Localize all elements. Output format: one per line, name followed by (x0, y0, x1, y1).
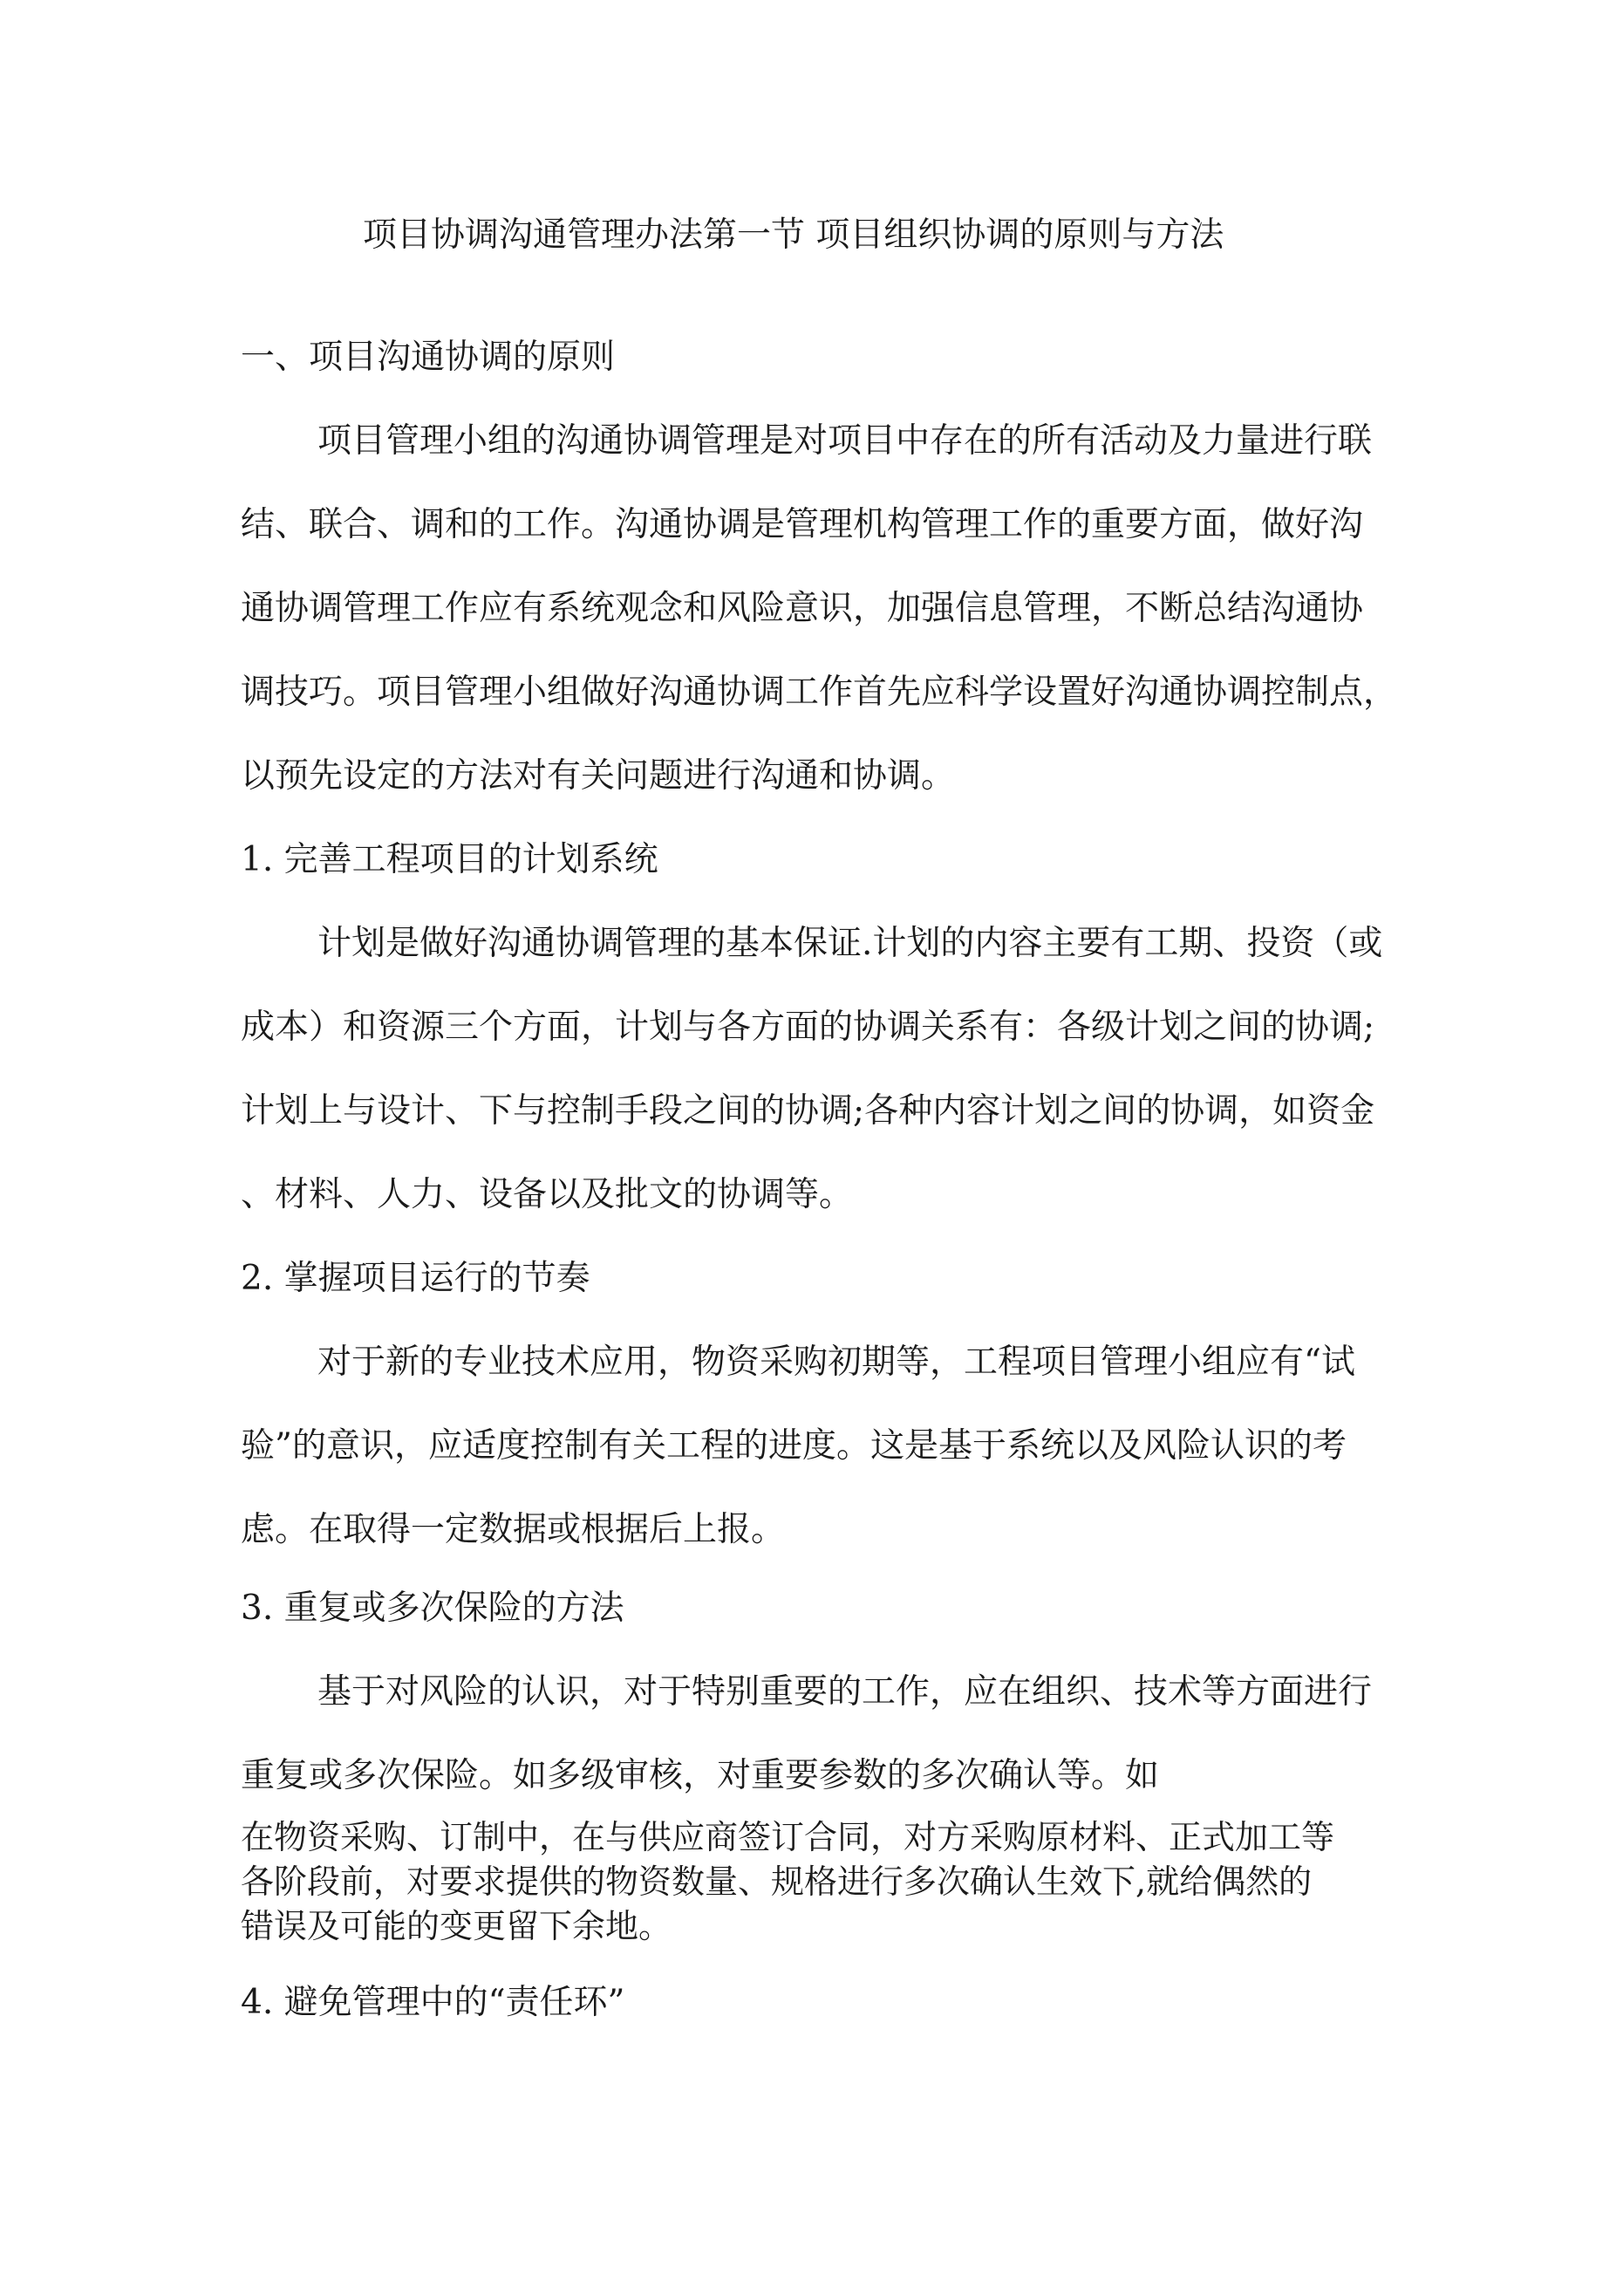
section-heading: 一、项目沟通协调的原则 (241, 338, 616, 377)
paragraph-line: 、材料、人力、设备以及批文的协调等。 (241, 1175, 854, 1214)
document-title: 项目协调沟通管理办法第一节 项目组织协调的原则与方法 (363, 215, 1224, 255)
paragraph-line: 错误及可能的变更留下余地。 (241, 1907, 672, 1945)
paragraph-line: 在物资采购、订制中，在与供应商签订合同，对方采购原材料、正式加工等 (241, 1818, 1335, 1856)
paragraph-line: 结、联合、调和的工作。沟通协调是管理机构管理工作的重要方面，做好沟 (241, 505, 1364, 544)
paragraph-line: 对于新的专业技术应用，物资采购初期等，工程项目管理小组应有“试 (317, 1343, 1355, 1382)
paragraph-line: 项目管理小组的沟通协调管理是对项目中存在的所有活动及力量进行联 (317, 421, 1373, 461)
item4-heading: 4. 避免管理中的“责任环” (241, 1983, 625, 2022)
item3-heading: 3. 重复或多次保险的方法 (241, 1589, 624, 1628)
paragraph-line: 以预先设定的方法对有关问题进行沟通和协调。 (241, 756, 956, 796)
paragraph-line: 基于对风险的认识，对于特别重要的工作，应在组织、技术等方面进行 (317, 1672, 1373, 1712)
paragraph-line: 验”的意识，应适度控制有关工程的进度。这是基于系统以及风险认识的考 (241, 1426, 1347, 1466)
paragraph-line: 成本）和资源三个方面，计划与各方面的协调关系有：各级计划之间的协调; (241, 1008, 1375, 1047)
paragraph-line: 调技巧。项目管理小组做好沟通协调工作首先应科学设置好沟通协调控制点， (241, 673, 1398, 712)
paragraph-line: 计划上与设计、下与控制手段之间的协调;各种内容计划之间的协调，如资金 (241, 1091, 1375, 1131)
paragraph-line: 虑。在取得一定数据或根据后上报。 (241, 1510, 786, 1549)
paragraph-line: 通协调管理工作应有系统观念和风险意识，加强信息管理，不断总结沟通协 (241, 589, 1364, 628)
item1-heading: 1. 完善工程项目的计划系统 (241, 840, 658, 879)
paragraph-line: 计划是做好沟通协调管理的基本保证.计划的内容主要有工期、投资（或 (317, 924, 1383, 963)
paragraph-line: 重复或多次保险。如多级审核，对重要参数的多次确认等。如 (241, 1756, 1160, 1795)
item2-heading: 2. 掌握项目运行的节奏 (241, 1259, 590, 1298)
paragraph-line: 各阶段前，对要求提供的物资数量、规格进行多次确认生效下,就给偶然的 (241, 1862, 1313, 1901)
